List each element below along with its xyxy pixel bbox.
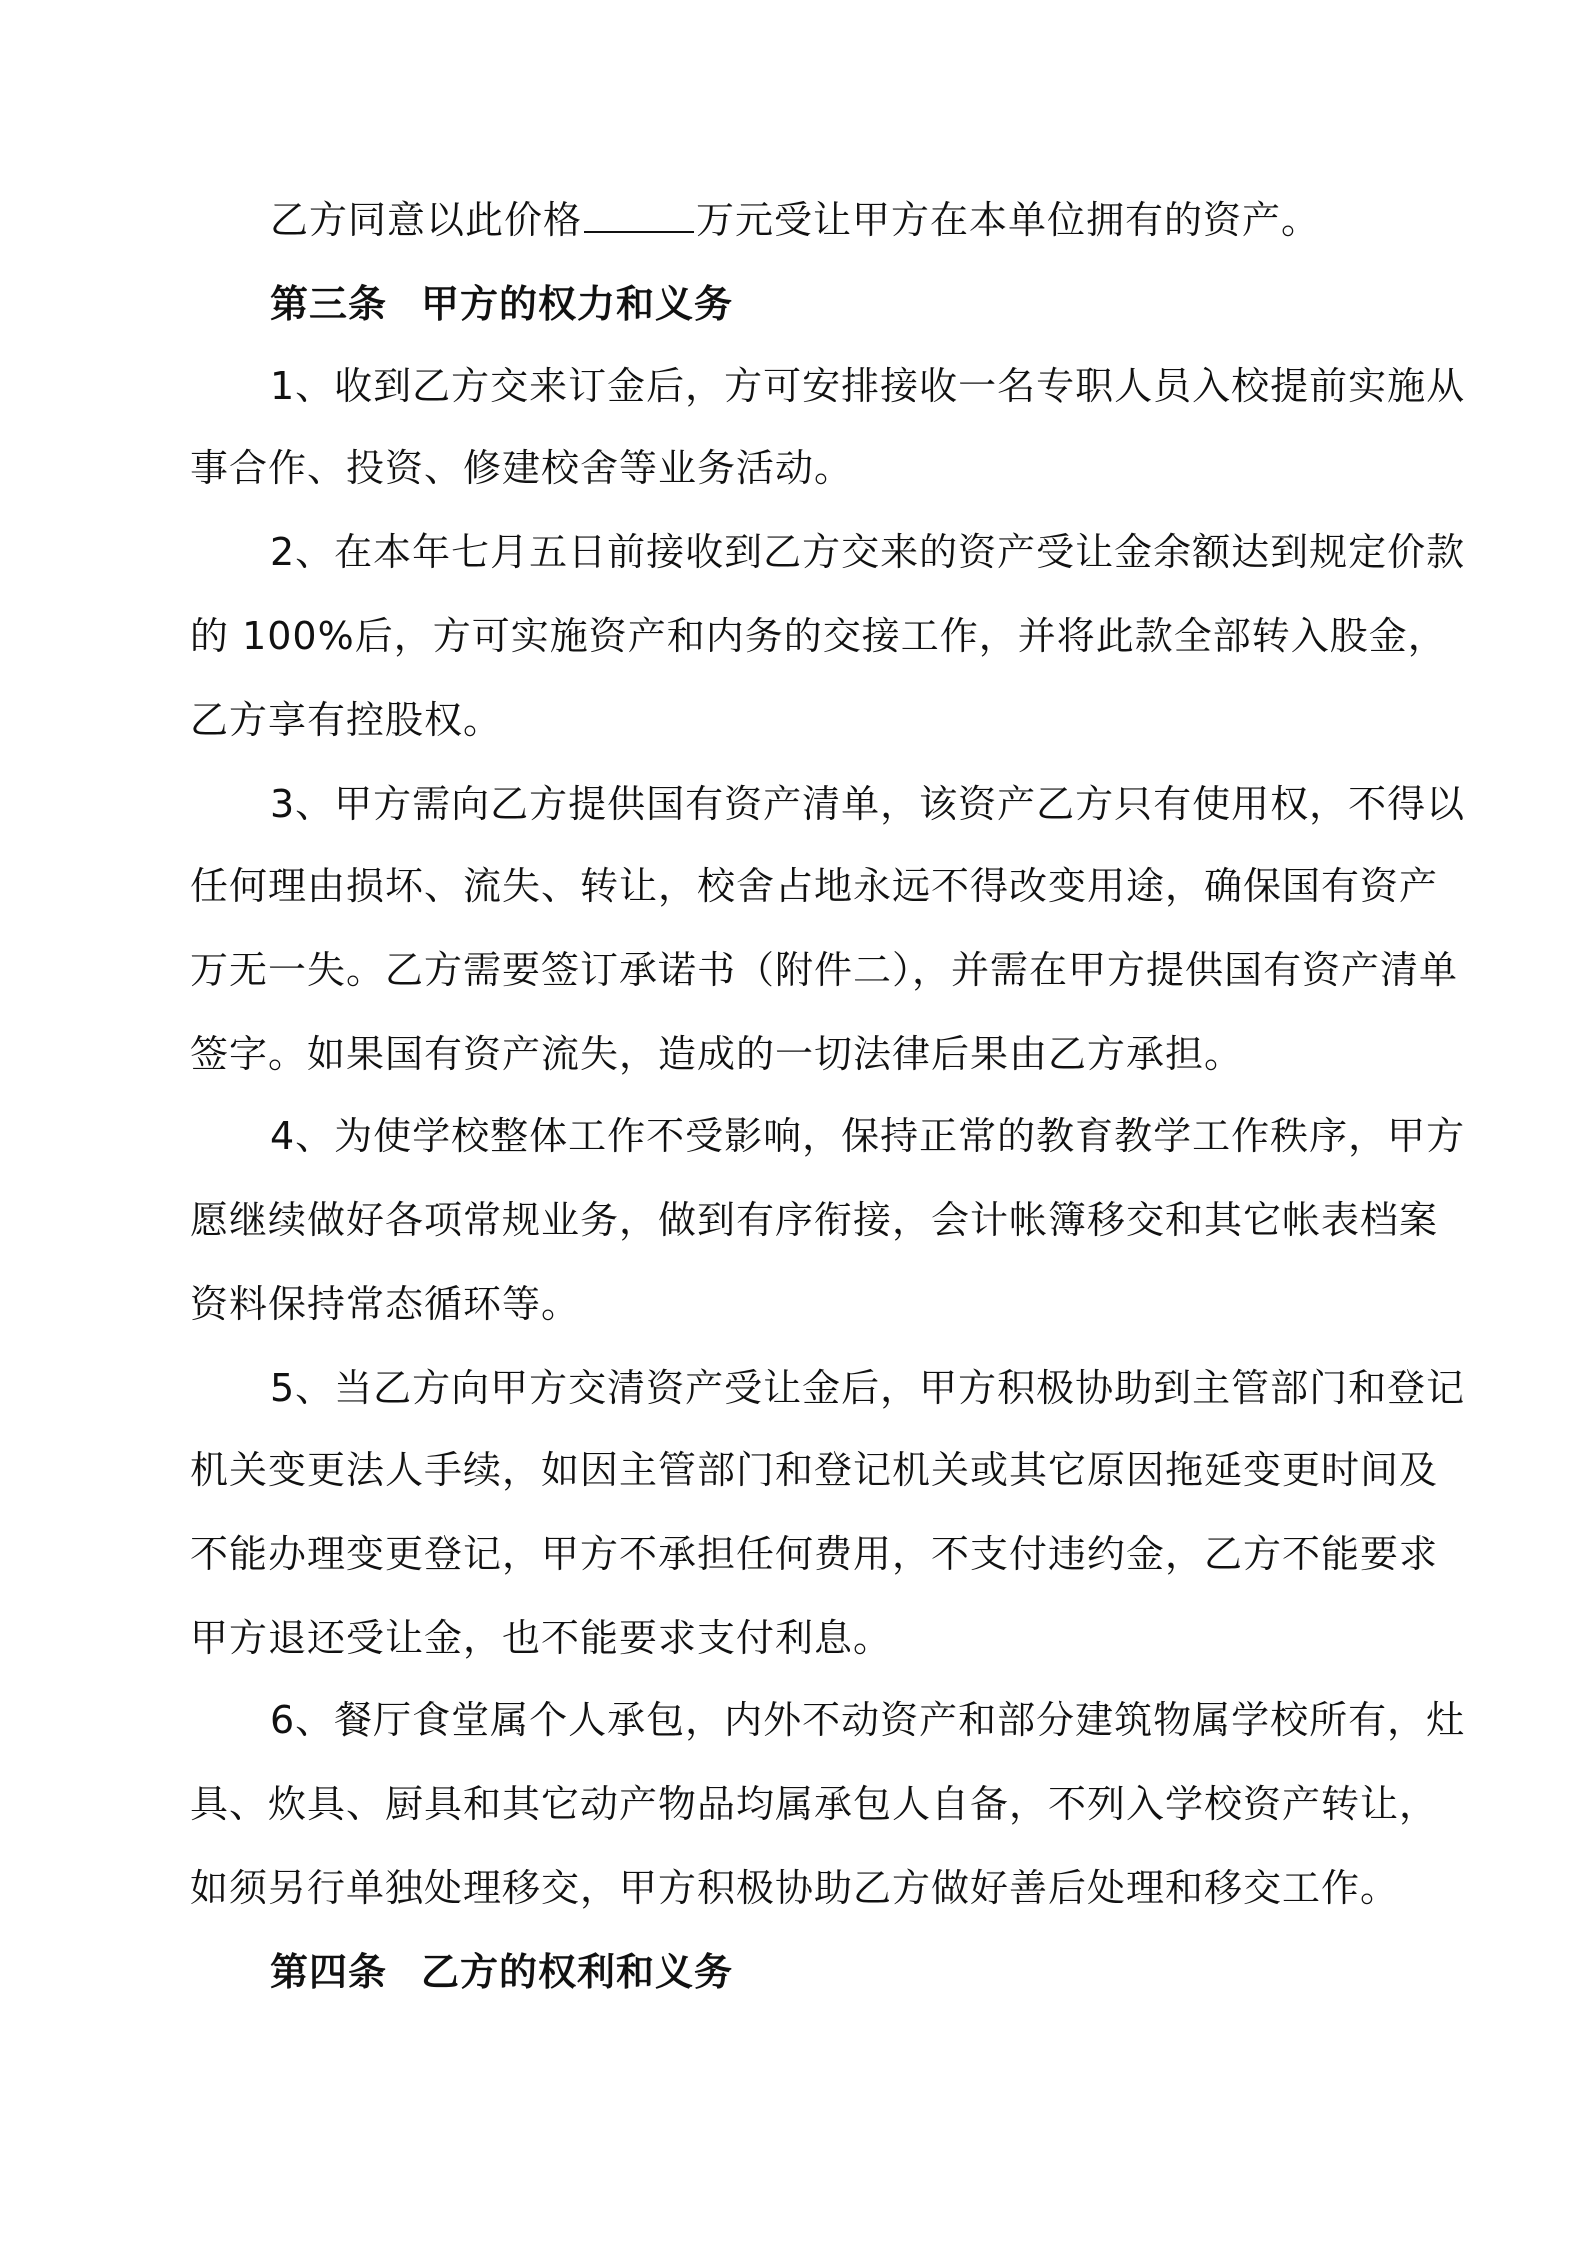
item-4-line-3: 资料保持常态循环等。 xyxy=(190,1282,581,1326)
intro-text-before: 乙方同意以此价格 xyxy=(270,198,583,242)
item-3-line-4: 签字。如果国有资产流失，造成的一切法律后果由乙方承担。 xyxy=(190,1032,1244,1076)
item-5-line-1: 5、当乙方向甲方交清资产受让金后，甲方积极协助到主管部门和登记 xyxy=(270,1366,1466,1410)
item-5-line-3: 不能办理变更登记，甲方不承担任何费用，不支付违约金，乙方不能要求 xyxy=(190,1532,1439,1576)
item-2-line-3: 乙方享有控股权。 xyxy=(190,698,503,742)
item-3-line-1: 3、甲方需向乙方提供国有资产清单，该资产乙方只有使用权，不得以 xyxy=(270,782,1466,826)
article-4-title: 乙方的权利和义务 xyxy=(421,1950,734,1994)
item-6-line-3: 如须另行单独处理移交，甲方积极协助乙方做好善后处理和移交工作。 xyxy=(190,1866,1400,1910)
item-1-line-2: 事合作、投资、修建校舍等业务活动。 xyxy=(190,446,854,490)
item-6-line-2: 具、炊具、厨具和其它动产物品均属承包人自备，不列入学校资产转让， xyxy=(190,1782,1439,1826)
price-blank xyxy=(584,197,694,233)
item-4-line-1: 4、为使学校整体工作不受影响，保持正常的教育教学工作秩序，甲方 xyxy=(270,1114,1466,1158)
item-4-line-2: 愿继续做好各项常规业务，做到有序衔接，会计帐簿移交和其它帐表档案 xyxy=(190,1198,1439,1242)
item-5-line-4: 甲方退还受让金，也不能要求支付利息。 xyxy=(190,1616,893,1660)
article-4-number: 第四条 xyxy=(270,1950,388,1994)
item-3-line-3: 万无一失。乙方需要签订承诺书（附件二），并需在甲方提供国有资产清单 xyxy=(190,948,1459,992)
article-3-heading xyxy=(270,278,733,330)
item-5-line-2: 机关变更法人手续，如因主管部门和登记机关或其它原因拖延变更时间及 xyxy=(190,1448,1439,1492)
item-2-line-1: 2、在本年七月五日前接收到乙方交来的资产受让金余额达到规定价款 xyxy=(270,530,1466,574)
item-6-line-1: 6、餐厅食堂属个人承包，内外不动资产和部分建筑物属学校所有，灶 xyxy=(270,1698,1466,1742)
item-1-line-1: 1、收到乙方交来订金后，方可安排接收一名专职人员入校提前实施从 xyxy=(270,364,1466,408)
intro-line xyxy=(270,194,1320,246)
item-2-line-2: 的 100%后，方可实施资产和内务的交接工作，并将此款全部转入股金， xyxy=(190,614,1447,658)
article-4-heading xyxy=(270,1946,733,1998)
intro-text-after: 万元受让甲方在本单位拥有的资产。 xyxy=(696,198,1321,242)
item-3-line-2: 任何理由损坏、流失、转让，校舍占地永远不得改变用途，确保国有资产 xyxy=(190,864,1439,908)
article-3-title: 甲方的权力和义务 xyxy=(421,282,734,326)
article-3-number: 第三条 xyxy=(270,282,388,326)
